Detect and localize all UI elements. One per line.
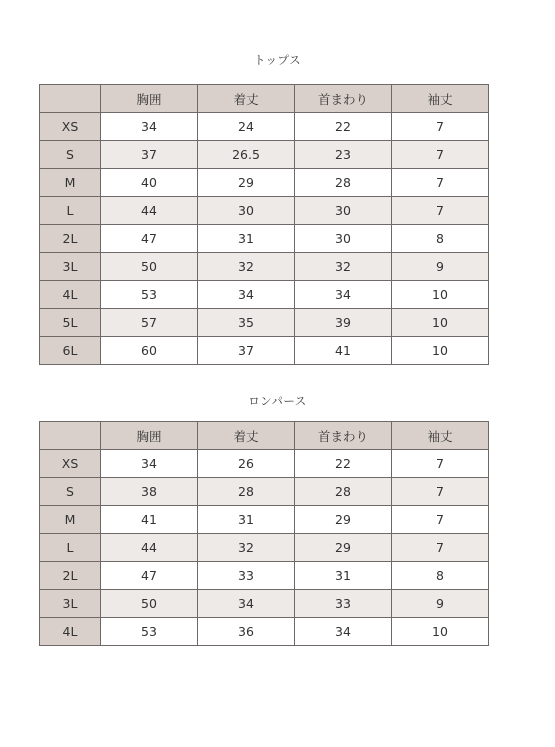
table-cell: 28 bbox=[198, 478, 295, 506]
size-label: XS bbox=[40, 450, 101, 478]
table-cell: 24 bbox=[198, 113, 295, 141]
table-cell: 53 bbox=[101, 618, 198, 646]
table-cell: 10 bbox=[392, 337, 489, 365]
table-row bbox=[40, 478, 489, 506]
size-label: 5L bbox=[40, 309, 101, 337]
table-cell: 34 bbox=[295, 281, 392, 309]
table-cell: 10 bbox=[392, 309, 489, 337]
table-cell: 34 bbox=[295, 618, 392, 646]
table-cell: 36 bbox=[198, 618, 295, 646]
header-row bbox=[40, 85, 489, 113]
table-cell: 29 bbox=[295, 534, 392, 562]
column-header: 着丈 bbox=[198, 422, 295, 450]
table-row bbox=[40, 562, 489, 590]
column-header: 首まわり bbox=[295, 85, 392, 113]
table-row bbox=[40, 169, 489, 197]
table-cell: 22 bbox=[295, 113, 392, 141]
table-cell: 28 bbox=[295, 478, 392, 506]
rompers-size-table bbox=[39, 421, 489, 646]
corner-cell bbox=[40, 422, 101, 450]
table-cell: 7 bbox=[392, 506, 489, 534]
table-cell: 41 bbox=[101, 506, 198, 534]
table-row bbox=[40, 337, 489, 365]
table-cell: 22 bbox=[295, 450, 392, 478]
table-cell: 10 bbox=[392, 618, 489, 646]
table-row bbox=[40, 225, 489, 253]
tops-title: トップス bbox=[253, 53, 302, 67]
table-cell: 33 bbox=[295, 590, 392, 618]
table-cell: 30 bbox=[198, 197, 295, 225]
table-cell: 50 bbox=[101, 253, 198, 281]
table-row bbox=[40, 590, 489, 618]
column-header: 袖丈 bbox=[392, 85, 489, 113]
table-cell: 57 bbox=[101, 309, 198, 337]
tops-size-table bbox=[39, 84, 489, 365]
table-cell: 7 bbox=[392, 141, 489, 169]
table-row bbox=[40, 141, 489, 169]
table-cell: 35 bbox=[198, 309, 295, 337]
table-row bbox=[40, 253, 489, 281]
size-label: S bbox=[40, 141, 101, 169]
table-cell: 50 bbox=[101, 590, 198, 618]
size-label: 4L bbox=[40, 618, 101, 646]
table-cell: 44 bbox=[101, 197, 198, 225]
size-label: 3L bbox=[40, 590, 101, 618]
table-row bbox=[40, 450, 489, 478]
table-cell: 30 bbox=[295, 225, 392, 253]
table-cell: 7 bbox=[392, 534, 489, 562]
table-cell: 41 bbox=[295, 337, 392, 365]
column-header: 袖丈 bbox=[392, 422, 489, 450]
rompers-title: ロンパース bbox=[248, 394, 307, 408]
table-cell: 37 bbox=[198, 337, 295, 365]
table-cell: 26.5 bbox=[198, 141, 295, 169]
table-cell: 60 bbox=[101, 337, 198, 365]
table-cell: 32 bbox=[198, 253, 295, 281]
table-cell: 32 bbox=[295, 253, 392, 281]
corner-cell bbox=[40, 85, 101, 113]
table-row bbox=[40, 506, 489, 534]
table-cell: 10 bbox=[392, 281, 489, 309]
table-cell: 37 bbox=[101, 141, 198, 169]
table-cell: 7 bbox=[392, 450, 489, 478]
table-cell: 44 bbox=[101, 534, 198, 562]
table-cell: 38 bbox=[101, 478, 198, 506]
table-cell: 31 bbox=[295, 562, 392, 590]
size-label: 4L bbox=[40, 281, 101, 309]
table-cell: 7 bbox=[392, 169, 489, 197]
size-label: S bbox=[40, 478, 101, 506]
table-cell: 47 bbox=[101, 562, 198, 590]
table-cell: 34 bbox=[101, 113, 198, 141]
table-cell: 8 bbox=[392, 562, 489, 590]
size-label: 3L bbox=[40, 253, 101, 281]
table-cell: 8 bbox=[392, 225, 489, 253]
table-row bbox=[40, 197, 489, 225]
table-cell: 47 bbox=[101, 225, 198, 253]
size-label: 6L bbox=[40, 337, 101, 365]
table-cell: 29 bbox=[198, 169, 295, 197]
table-cell: 26 bbox=[198, 450, 295, 478]
table-cell: 31 bbox=[198, 506, 295, 534]
table-row bbox=[40, 309, 489, 337]
table-cell: 33 bbox=[198, 562, 295, 590]
size-label: M bbox=[40, 506, 101, 534]
table-cell: 40 bbox=[101, 169, 198, 197]
size-label: XS bbox=[40, 113, 101, 141]
table-cell: 53 bbox=[101, 281, 198, 309]
table-cell: 34 bbox=[198, 590, 295, 618]
column-header: 着丈 bbox=[198, 85, 295, 113]
table-cell: 7 bbox=[392, 197, 489, 225]
size-label: L bbox=[40, 197, 101, 225]
table-cell: 34 bbox=[101, 450, 198, 478]
table-cell: 9 bbox=[392, 253, 489, 281]
table-row bbox=[40, 618, 489, 646]
table-cell: 9 bbox=[392, 590, 489, 618]
table-row bbox=[40, 113, 489, 141]
column-header: 首まわり bbox=[295, 422, 392, 450]
column-header: 胸囲 bbox=[101, 422, 198, 450]
column-header: 胸囲 bbox=[101, 85, 198, 113]
size-label: 2L bbox=[40, 225, 101, 253]
table-cell: 31 bbox=[198, 225, 295, 253]
table-cell: 34 bbox=[198, 281, 295, 309]
table-cell: 39 bbox=[295, 309, 392, 337]
size-label: L bbox=[40, 534, 101, 562]
table-row bbox=[40, 281, 489, 309]
table-cell: 28 bbox=[295, 169, 392, 197]
size-label: M bbox=[40, 169, 101, 197]
size-label: 2L bbox=[40, 562, 101, 590]
header-row bbox=[40, 422, 489, 450]
table-cell: 32 bbox=[198, 534, 295, 562]
table-cell: 29 bbox=[295, 506, 392, 534]
table-cell: 23 bbox=[295, 141, 392, 169]
table-row bbox=[40, 534, 489, 562]
table-cell: 7 bbox=[392, 113, 489, 141]
table-cell: 30 bbox=[295, 197, 392, 225]
table-cell: 7 bbox=[392, 478, 489, 506]
